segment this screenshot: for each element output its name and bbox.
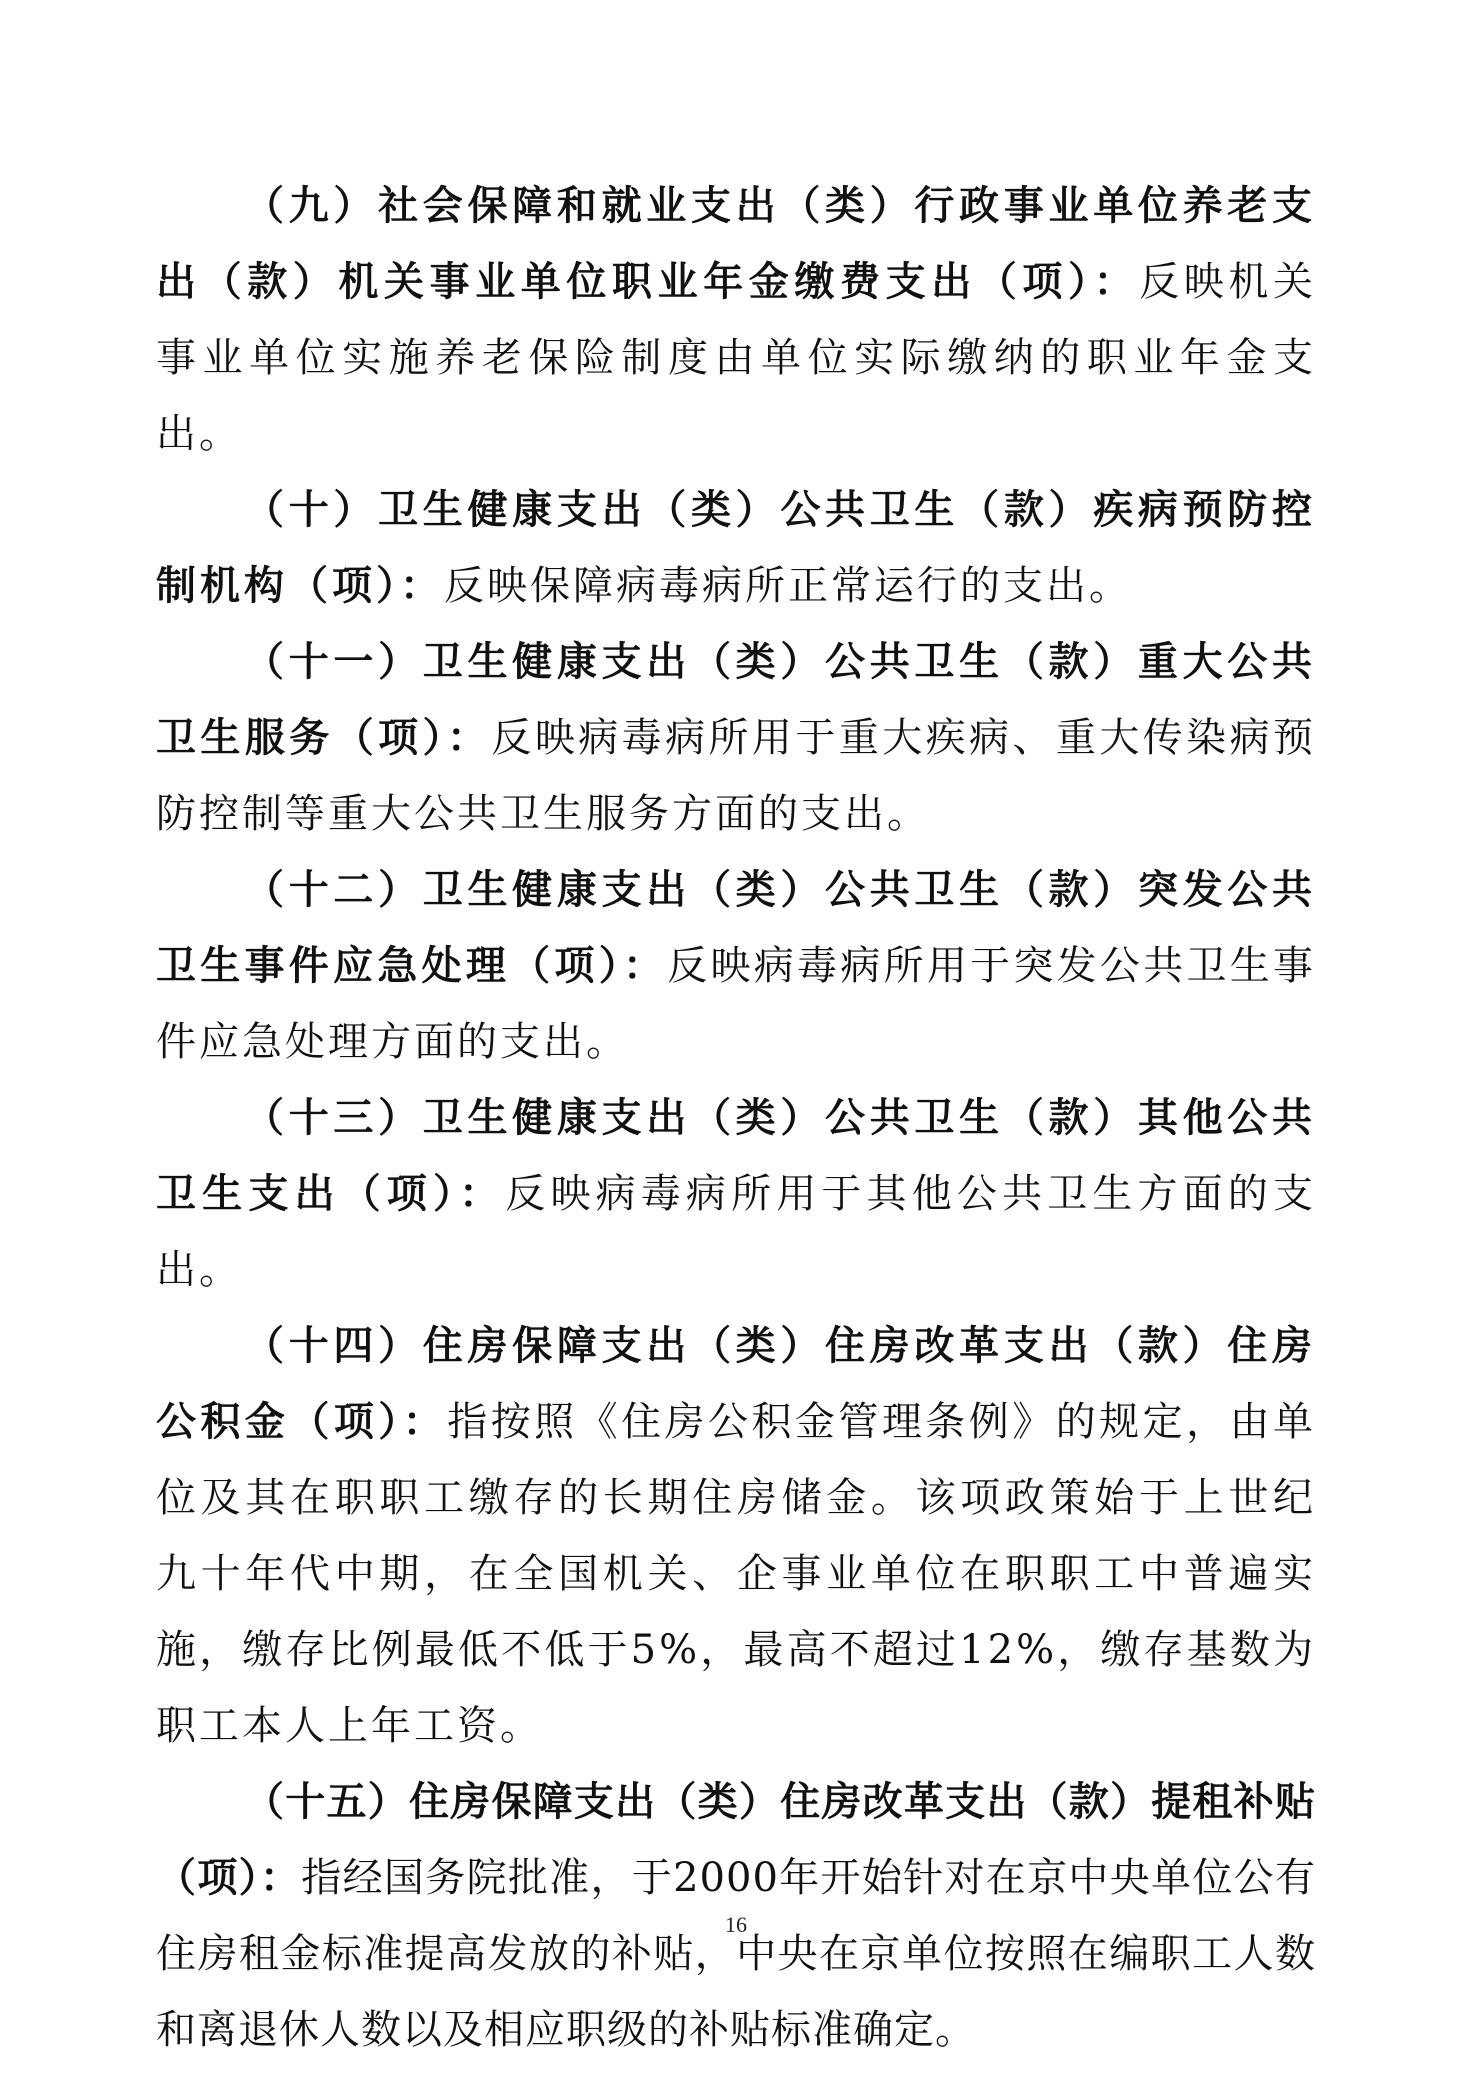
paragraph-body: 反映保障病毒病所正常运行的支出。 [444, 563, 1132, 609]
document-body [156, 168, 1316, 2068]
paragraph-heading: （十五）住房保障支出（类）住房改革支出（款）提租补贴（项）： [156, 1779, 1316, 1901]
paragraph-body: 反映机关事业单位实施养老保险制度由单位实际缴纳的职业年金支出。 [156, 259, 1317, 457]
paragraph-item-10 [156, 472, 1316, 624]
paragraph-body: 反映病毒病所用于重大疾病、重大传染病预防控制等重大公共卫生服务方面的支出。 [156, 715, 1317, 837]
paragraph-item-11 [156, 624, 1316, 852]
paragraph-body: 反映病毒病所用于其他公共卫生方面的支出。 [156, 1171, 1317, 1293]
paragraph-heading: （十一）卫生健康支出（类）公共卫生（款）重大公共卫生服务（项）： [156, 639, 1316, 761]
paragraph-item-14 [156, 1308, 1316, 1764]
paragraph-heading: （十三）卫生健康支出（类）公共卫生（款）其他公共卫生支出（项）： [156, 1095, 1316, 1217]
paragraph-heading: （九）社会保障和就业支出（类）行政事业单位养老支出（款）机关事业单位职业年金缴费支出（项）： [156, 183, 1316, 305]
page-number: 16 [725, 1912, 747, 1937]
paragraph-heading: （十）卫生健康支出（类）公共卫生（款）疾病预防控制机构（项）： [156, 487, 1316, 609]
paragraph-item-9 [156, 168, 1316, 472]
paragraph-body: 指经国务院批准，于2000年开始针对在京中央单位公有住房租金标准提高发放的补贴，中央在京单位按照在编职工人数和离退休人数以及相应职级的补贴标准确定。 [156, 1855, 1317, 2053]
paragraph-heading: （十四）住房保障支出（类）住房改革支出（款）住房公积金（项）： [156, 1323, 1316, 1445]
paragraph-item-13 [156, 1080, 1316, 1308]
paragraph-item-12 [156, 852, 1316, 1080]
paragraph-heading: （十二）卫生健康支出（类）公共卫生（款）突发公共卫生事件应急处理（项）： [156, 867, 1316, 989]
paragraph-body: 指按照《住房公积金管理条例》的规定，由单位及其在职职工缴存的长期住房储金。该项政策始于上世纪九十年代中期，在全国机关、企事业单位在职职工中普遍实施，缴存比例最低不低于5%，最高不超过12%，缴存基数为职工本人上年工资。 [156, 1399, 1317, 1749]
paragraph-body: 反映病毒病所用于突发公共卫生事件应急处理方面的支出。 [156, 943, 1317, 1065]
